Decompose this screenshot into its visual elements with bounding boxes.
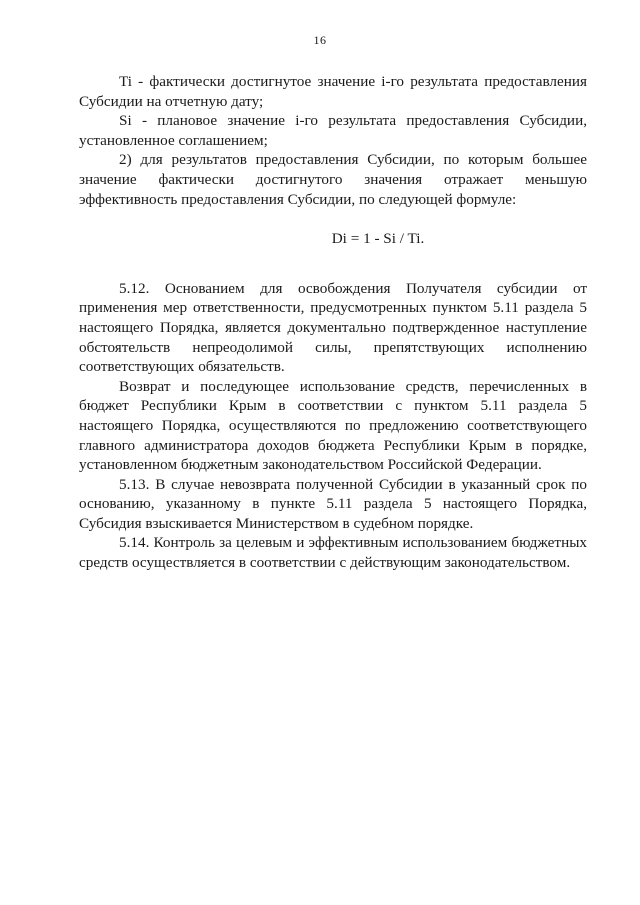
paragraph-ti-definition: Ti - фактически достигнутое значение i-го результата предоставления Субсидии на отчетную дату; xyxy=(79,73,587,110)
paragraph-5-12: 5.12. Основанием для освобождения Получателя субсидии от применения мер ответственности, предусмотренных пунктом 5.11 раздела 5 настоящего Порядка, является документально подтвержденное наступление обстоятельств непреодолимой силы, препятствующих исполнению соответствующих обязательств. xyxy=(79,279,587,376)
paragraph-si-definition: Si - плановое значение i-го результата предоставления Субсидии, установленное соглашением; xyxy=(79,112,587,149)
paragraph-5-13: 5.13. В случае невозврата полученной Субсидии в указанный срок по основанию, указанному в пункте 5.11 раздела 5 настоящего Порядка, Субсидия взыскивается Министерством в судебном порядке. xyxy=(79,475,587,532)
paragraph-refund-usage: Возврат и последующее использование средств, перечисленных в бюджет Республики Крым в соответствии с пунктом 5.11 раздела 5 настоящего Порядка, осуществляются по предложению соответствующего главного администратора доходов бюджета Республики Крым в порядке, установленном бюджетным законодательством Российской Федерации. xyxy=(79,377,587,474)
formula: Di = 1 - Si / Ti. xyxy=(331,230,425,248)
page-number: 16 xyxy=(313,33,327,47)
document-body xyxy=(79,72,587,573)
paragraph-5-14: 5.14. Контроль за целевым и эффективным использованием бюджетных средств осуществляется в соответствии с действующим законодательством. xyxy=(79,534,587,572)
paragraph-item-2: 2) для результатов предоставления Субсидии, по которым большее значение фактически достигнутого значения отражает меньшую эффективность предоставления Субсидии, по следующей формуле: xyxy=(79,151,587,208)
